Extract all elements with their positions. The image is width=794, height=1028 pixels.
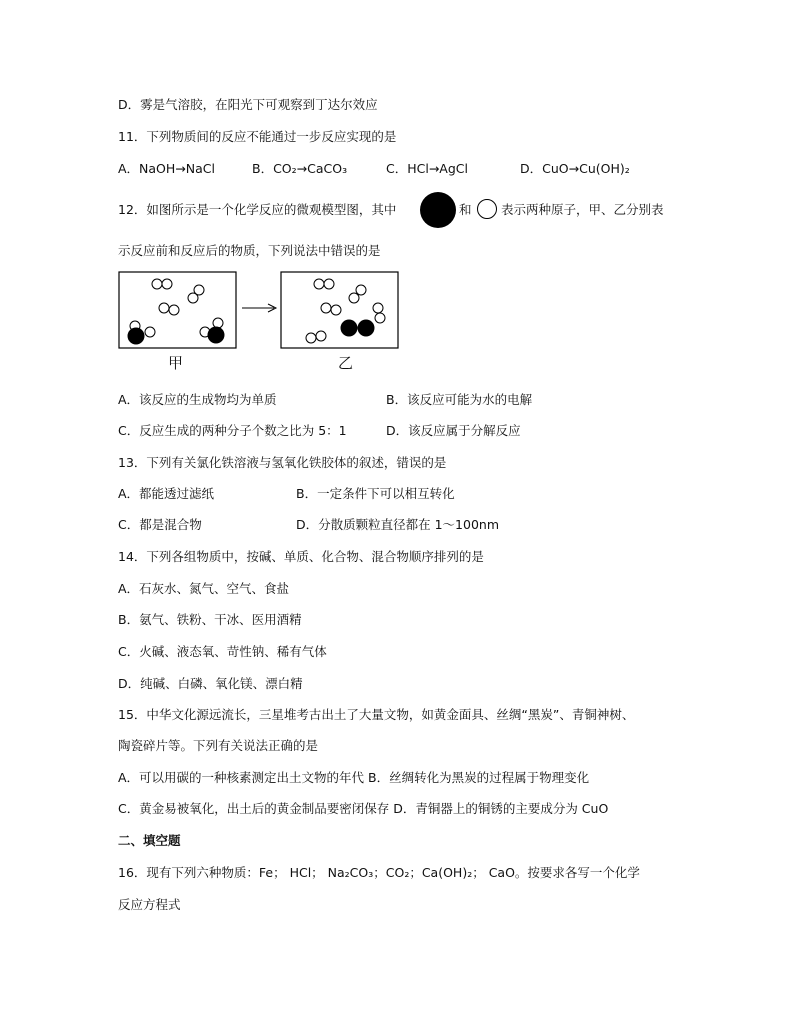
figure-label-yi: 乙 [338,354,354,372]
section-fill-in-heading: 二、填空题 [118,833,181,848]
figure-label-jia: 甲 [168,354,184,372]
white-atom-icon [477,199,497,219]
black-atom-product-1 [341,320,358,337]
q11-option-a: A．NaOH→NaCl [118,161,215,176]
black-atom-icon [420,192,456,228]
q14-option-d: D．纯碱、白磷、氧化镁、漂白精 [118,676,303,691]
q15-stem-line1: 15．中华文化源远流长，三星堆考古出土了大量文物，如黄金面具、丝绸“黑炭”、青铜神树、 [118,707,635,722]
q13-stem: 13．下列有关氯化铁溶液与氢氧化铁胶体的叙述，错误的是 [118,455,447,470]
q12-stem-part4: 示反应前和反应后的物质，下列说法中错误的是 [118,243,381,258]
q12-stem-part1: 12．如图所示是一个化学反应的微观模型图，其中 [118,202,397,217]
black-atom-reactant-2 [208,327,225,344]
q12-option-a: A．该反应的生成物均为单质 [118,392,277,407]
q12-option-c: C．反应生成的两种分子个数之比为 5：1 [118,423,347,438]
q15-options-cd: C．黄金易被氧化，出土后的黄金制品要密闭保存 D．青铜器上的铜锈的主要成分为 CuO [118,801,609,816]
q11-option-d: D．CuO→Cu(OH)₂ [520,161,630,176]
q13-option-a: A．都能透过滤纸 [118,486,215,501]
q11-option-b: B．CO₂→CaCO₃ [252,161,348,176]
q11-option-c: C．HCl→AgCl [386,161,468,176]
q15-stem-line2: 陶瓷碎片等。下列有关说法正确的是 [118,738,319,753]
q15-options-ab: A．可以用碳的一种核素测定出土文物的年代 B．丝绸转化为黑炭的过程属于物理变化 [118,770,590,785]
q13-option-d: D．分散质颗粒直径都在 1～100nm [296,517,500,532]
q14-option-a: A．石灰水、氮气、空气、食盐 [118,581,290,596]
q12-option-b: B．该反应可能为水的电解 [386,392,533,407]
q12-stem-part2: 和 [459,202,472,217]
q10-option-d: D．雾是气溶胶，在阳光下可观察到丁达尔效应 [118,97,378,112]
q16-stem-line1: 16．现有下列六种物质：Fe； HCl； Na₂CO₃；CO₂；Ca(OH)₂； CaO。按要求各写一个化学 [118,865,640,880]
q16-stem-line2: 反应方程式 [118,897,181,912]
q11-stem: 11．下列物质间的反应不能通过一步反应实现的是 [118,129,397,144]
q14-option-b: B．氨气、铁粉、干冰、医用酒精 [118,612,302,627]
q13-option-b: B．一定条件下可以相互转化 [296,486,455,501]
q13-option-c: C．都是混合物 [118,517,202,532]
black-atom-product-2 [358,320,375,337]
q14-stem: 14．下列各组物质中，按碱、单质、化合物、混合物顺序排列的是 [118,549,484,564]
black-atom-reactant-1 [128,328,145,345]
q12-stem-part3: 表示两种原子，甲、乙分别表 [501,202,664,217]
reaction-model-figure [116,268,406,376]
q12-option-d: D．该反应属于分解反应 [386,423,521,438]
reactant-molecules [130,279,223,337]
q14-option-c: C．火碱、液态氧、苛性钠、稀有气体 [118,644,327,659]
